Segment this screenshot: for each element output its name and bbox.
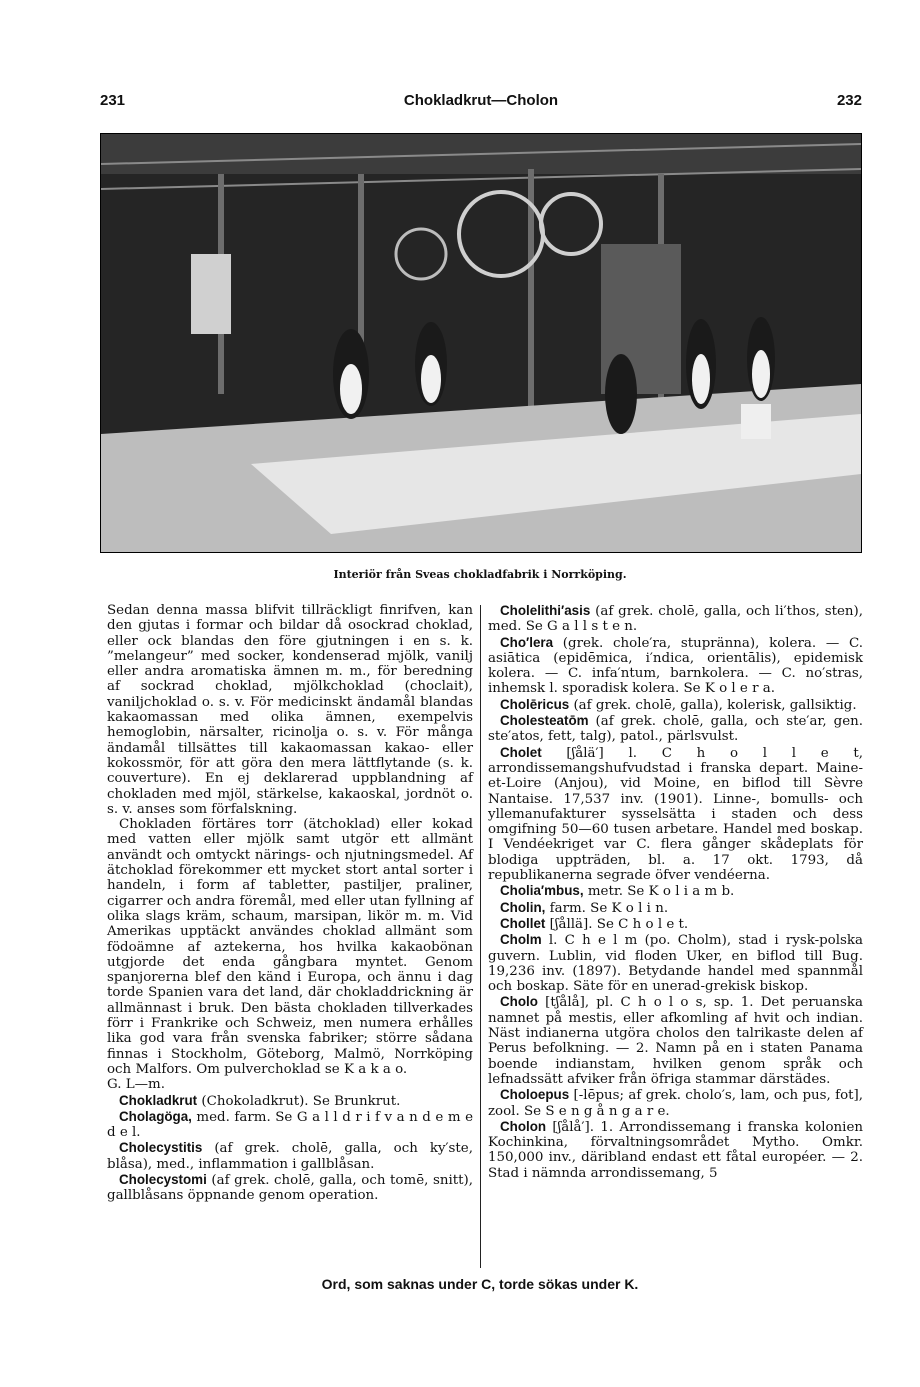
entry-headword: Cholet [500, 744, 542, 760]
page-header [100, 92, 862, 114]
entry-headword: Chollet [500, 915, 546, 931]
dictionary-entry [488, 603, 863, 635]
entry-headword: Choloepus [500, 1087, 570, 1103]
entry-text: [ʃållä]. Se C h o l e t. [545, 916, 689, 932]
dictionary-entry [488, 1119, 863, 1181]
entry-text: [-lēpus; af grek. cholo′s, lam, och pus, fot], zool. Se S e n g å n g a r e. [488, 1088, 863, 1119]
entry-headword: Cholēricus [500, 696, 570, 712]
dictionary-entry [488, 713, 863, 745]
dictionary-entry [488, 697, 863, 713]
dictionary-entry [488, 994, 863, 1087]
entry-headword: Cholm [500, 932, 542, 948]
dictionary-entry [488, 745, 863, 884]
entry-headword: Cholo [500, 994, 538, 1010]
entry-headword: Cholin, [500, 899, 546, 915]
entry-headword: Cholelithi′asis [500, 603, 591, 618]
entry-text: (af grek. cholē, galla, och li′thos, sten), med. Se G a l l s t e n. [488, 604, 863, 635]
page-footer-note: Ord, som saknas under C, torde sökas under K. [321, 1276, 639, 1292]
photo-caption: Interiör från Sveas chokladfabrik i Norrköping. [333, 568, 627, 581]
entry-headword: Cholia′mbus, [500, 883, 584, 899]
page-number-left: 231 [100, 92, 126, 109]
entry-headword: Cholesteatōm [500, 713, 589, 729]
entry-text: metr. Se K o l i a m b. [583, 884, 735, 900]
entry-text: [ʃålä′] l. C h o l l e t, arrondissemangshufvudstad i franska depart. Maine-et-Loire (Anjou), vid Moine, en biflod till Sèvre Nantaise. 17,537 inv. (1901). Linne-, bomulls- och yllemanufakturer sysselsätta i staden och dess omgifning 50—60 tusen arbetare. Handel med boskap. I Vendéekriget var C. flera gånger skådeplats för blodiga uppträden, bl. a. 17 okt. 1793, då republikanerna segrade öfver vendéerna. [488, 745, 863, 884]
entry-headword: Cholon [500, 1118, 547, 1134]
dictionary-entry [488, 883, 863, 899]
entry-headword: Cho′lera [500, 634, 554, 650]
entry-text: [tʃålå], pl. C h o l o s, sp. 1. Det peruanska namnet på mestis, eller afkomling af hvit och indian. Näst indianerna utgöra cholos den talrikaste delen af Perus befolkning. — 2. Namn på en i staten Panama boende indianstam, hvilken genom språk och lefnadssätt afviker från öfriga stammar därstädes. [488, 995, 863, 1087]
paragraph: Chokladen förtäres torr (ätchoklad) eller kokad med vatten eller mjölk samt utgör ett allmänt användt och omtyckt närings- och njutningsmedel. Af ätchoklad förekommer ett mycket stort antal sorter i handeln, i form af tabletter, pastiljer, praliner, cigarrer och andra föremål, med eller utan fyllning af olika slags kräm, schaum, marsipan, likör m. m. Vid Amerikas upptäckt användes choklad allmänt som födoämne af aztekerna, hos hvilka kakaobönan utgjorde det enda gångbara myntet. Genom spanjorerna blef den känd i Europa, och ännu i dag torde Spanien vara det land, där chokladdrickning är allmännast i bruk. Den bästa chokladen tillverkades förr i Frankrike och Schweiz, men numera erhålles lika god vara från svenska fabriker; större sådana finnas i Stockholm, Göteborg, Malmö, Norrköping och Malfors. Om pulverchoklad se K a k a o. [107, 817, 473, 1077]
column-divider [480, 605, 481, 1268]
entry-text: l. C h e l m (po. Cholm), stad i rysk-polska guvern. Lublin, vid floden Uker, en biflod till Bug. 19,236 inv. (1897). Betydande handel med spannmål och boskap. Säte för en unerad-grekisk biskop. [488, 933, 863, 995]
entry-text: (Chokoladkrut). Se Brunkrut. [197, 1093, 401, 1109]
page-number-right: 232 [836, 92, 862, 109]
factory-photo-illustration [101, 134, 861, 552]
dictionary-entry [107, 1172, 473, 1204]
entry-text: (af grek. cholē, galla, och tomē, snitt), gallblåsans öppnande genom operation. [107, 1172, 473, 1204]
entry-text: med. farm. Se G a l l d r i f v a n d e m e d e l. [107, 1109, 473, 1141]
paragraph: Sedan denna massa blifvit tillräckligt finrifven, kan den gjutas i formar och bildar då osockrad choklad, eller ock blandas den före gjutningen i en s. k. ”melangeur” med socker, kondenserad mjölk, vanilj eller andra aromatiska ämnen m. m., för beredning af sockrad choklad, mjölkchoklad (choclait), vaniljchoklad o. s. v. För medicinskt ändamål blandas kakaomassan med olika ämnen, exempelvis hemoglobin, närsalter, ricinolja o. s. v. För många ändamål tillsättes till kakaomassan kakao- eller kokossmör, för att göra den mera lättflytande (s. k. couverture). En ej deklarerad uppblandning af chokladen med mjöl, stärkelse, kakaoskal, jordnöt o. s. v. anses som förfalskning. [107, 603, 473, 817]
entry-headword: Cholecystitis [119, 1140, 203, 1156]
dictionary-entry [488, 916, 863, 932]
entry-text: [ʃålå′]. 1. Arrondissemang i franska kolonien Kochinkina, förvaltningsområdet Mytho. Omkr. 150,000 inv., däribland endast ett fåtal européer. — 2. Stad i nämnda arrondissemang, 5 [488, 1119, 863, 1181]
dictionary-entry [107, 1140, 473, 1172]
running-title: Chokladkrut—Cholon [403, 92, 559, 109]
entry-headword: Cholecystomi [119, 1171, 207, 1187]
dictionary-entry [488, 932, 863, 994]
entry-text: (af grek. cholē, galla, och ste′ar, gen. ste′atos, fett, talg), patol., pärlsvulst. [488, 714, 863, 745]
dictionary-entry [488, 1087, 863, 1119]
entry-text: (grek. chole′ra, stupränna), kolera. — C. asiātica (epidēmica, i′ndica, orientālis), epidemisk kolera. — C. infa′ntum, barnkolera. — C. no′stras, inhemsk l. sporadisk kolera. Se K o l e r a. [488, 635, 863, 697]
factory-photo [100, 133, 862, 553]
author-signature: G. L—m. [107, 1077, 165, 1093]
entry-text: farm. Se K o l i n. [545, 900, 669, 916]
entry-headword: Chokladkrut [119, 1092, 198, 1108]
dictionary-entry [488, 900, 863, 916]
dictionary-entry [488, 635, 863, 697]
entry-text: (af grek. cholē, galla), kolerisk, gallsiktig. [569, 697, 857, 713]
dictionary-entry [107, 1093, 473, 1109]
entry-headword: Cholagöga, [119, 1108, 192, 1124]
dictionary-entry [107, 1109, 473, 1141]
entry-text: (af grek. cholē, galla, och ky′ste, blåsa), med., inflammation i gallblåsan. [107, 1141, 473, 1172]
left-column [107, 603, 473, 1204]
right-column [488, 603, 863, 1181]
